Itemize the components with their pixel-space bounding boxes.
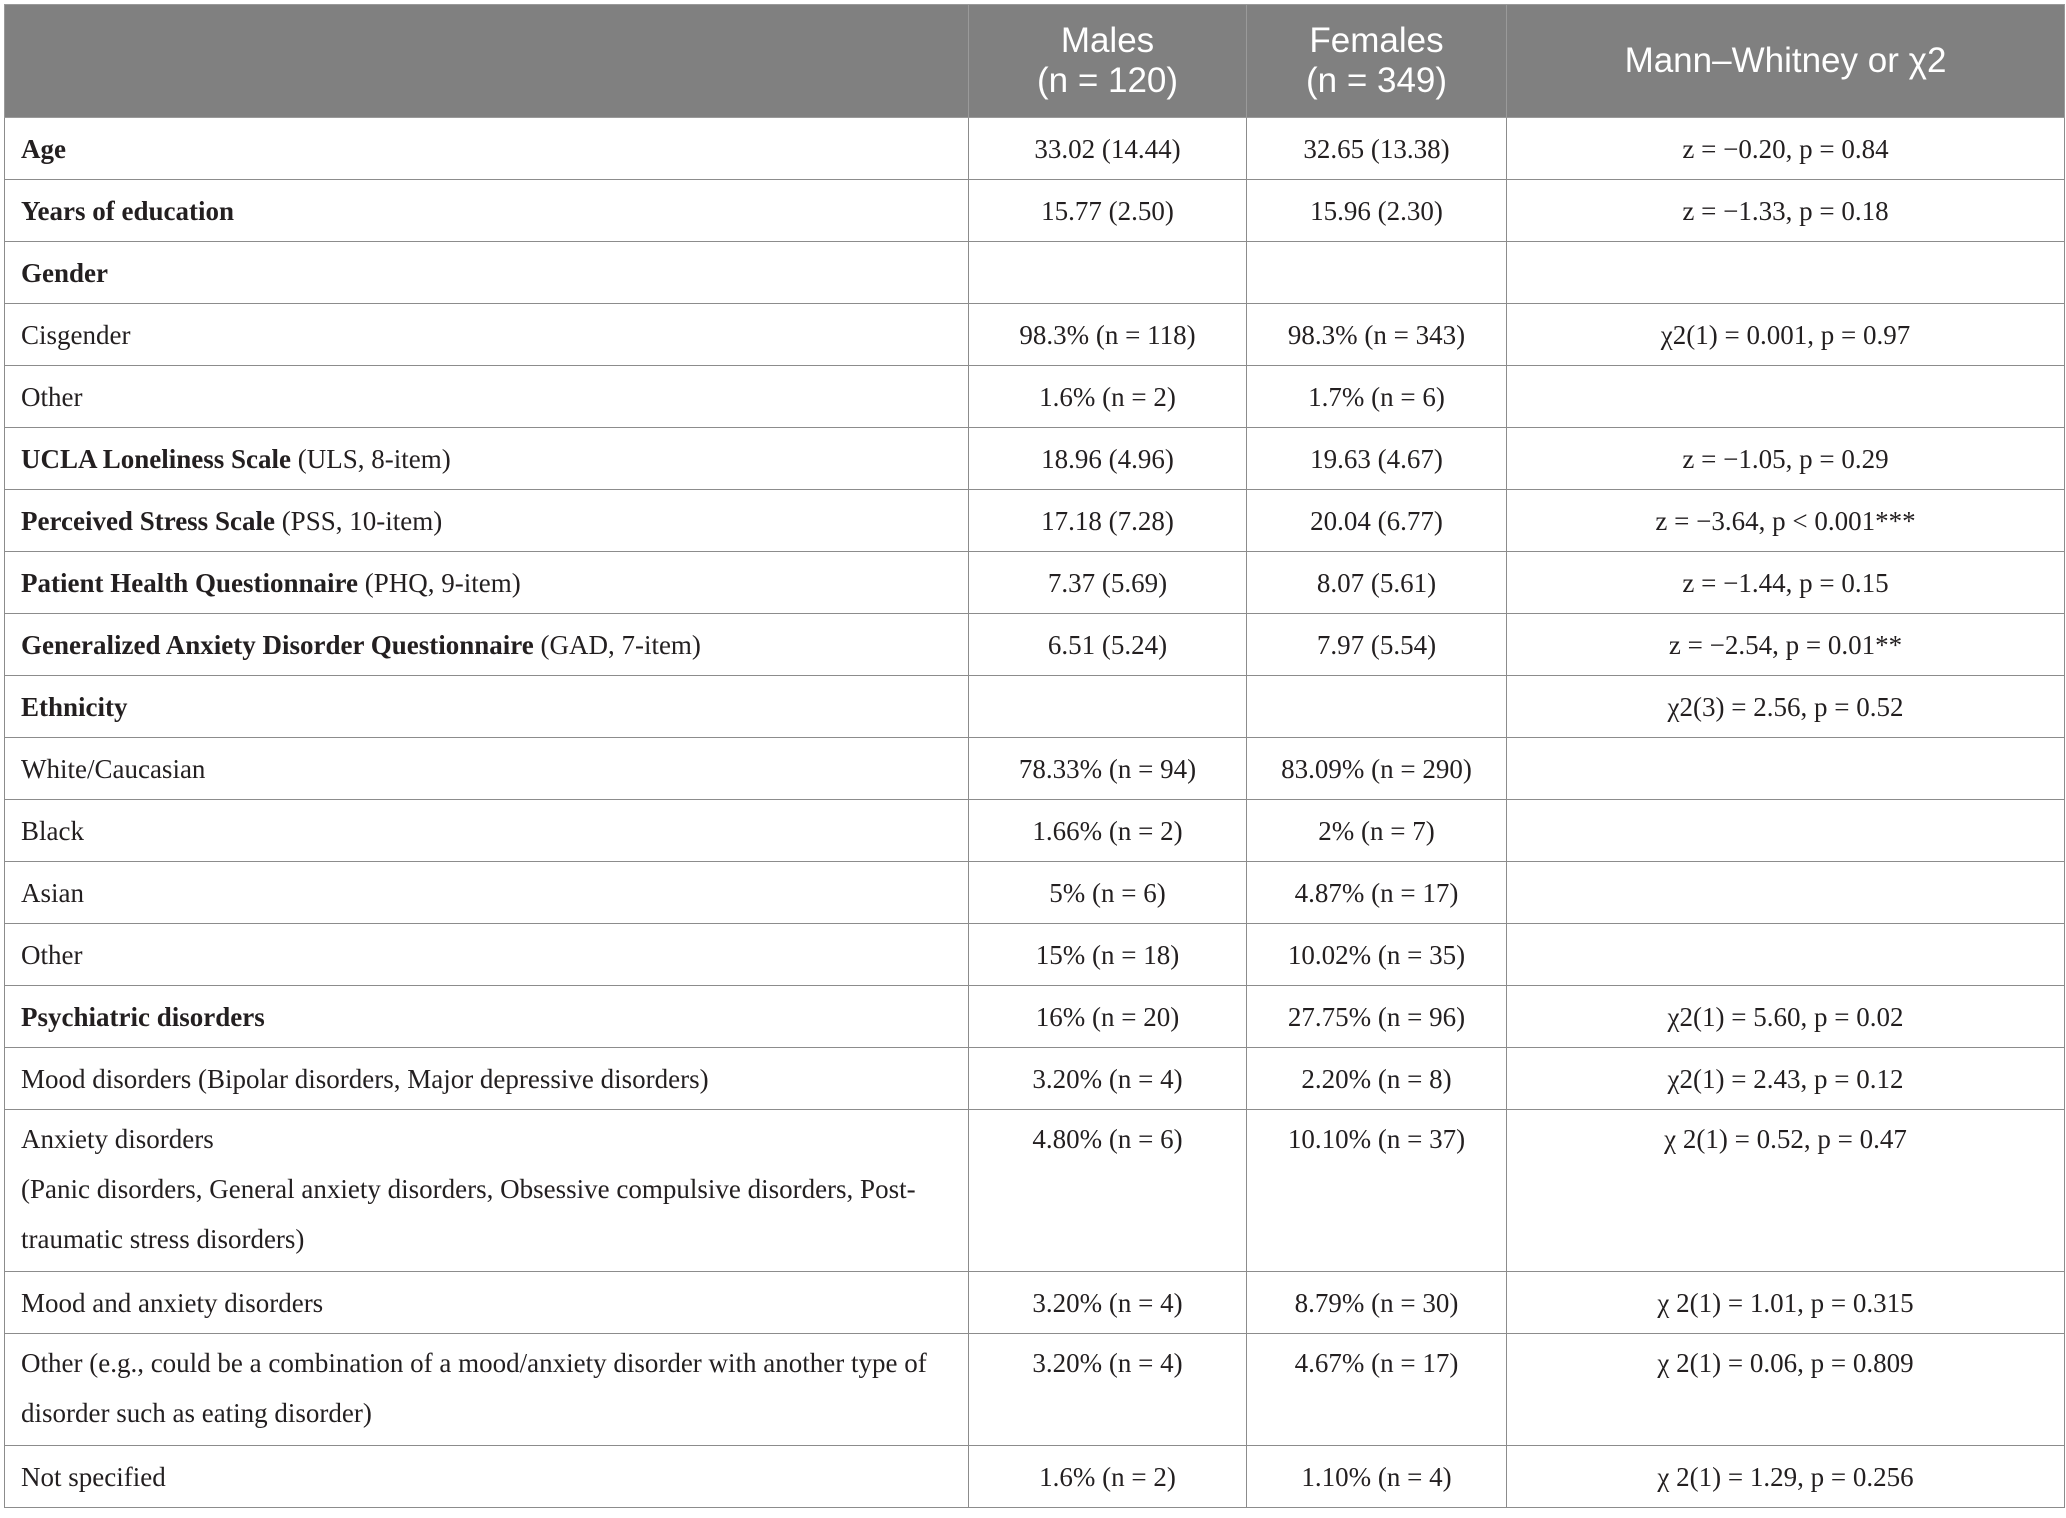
female-value: 4.87% (n = 17) [1247, 862, 1507, 924]
row-label-text: Cisgender [21, 319, 131, 350]
row-label [5, 366, 969, 428]
female-value: 1.7% (n = 6) [1247, 366, 1507, 428]
header-males-label: Males [1060, 21, 1155, 60]
row-label [5, 862, 969, 924]
row-label [5, 490, 969, 552]
row-label-bold: Psychiatric disorders [21, 1001, 265, 1032]
test-value: z = −2.54, p = 0.01** [1507, 614, 2065, 676]
table-row [5, 800, 2065, 862]
male-value: 3.20% (n = 4) [969, 1272, 1247, 1334]
row-label-bold: Age [21, 133, 66, 164]
test-value [1507, 242, 2065, 304]
row-label-bold: Ethnicity [21, 691, 128, 722]
row-label [5, 614, 969, 676]
female-value: 83.09% (n = 290) [1247, 738, 1507, 800]
table-row [5, 242, 2065, 304]
table-row [5, 366, 2065, 428]
table-body [5, 118, 2065, 1508]
row-label: Mood and anxiety disorders [5, 1272, 969, 1334]
table-row [5, 924, 2065, 986]
table-row [5, 1048, 2065, 1110]
female-value: 2.20% (n = 8) [1247, 1048, 1507, 1110]
test-value: z = −1.05, p = 0.29 [1507, 428, 2065, 490]
female-value: 32.65 (13.38) [1247, 118, 1507, 180]
row-label [5, 986, 969, 1048]
row-label [5, 924, 969, 986]
female-value: 4.67% (n = 17) [1247, 1334, 1507, 1446]
male-value: 33.02 (14.44) [969, 118, 1247, 180]
row-label-bold: Perceived Stress Scale [21, 505, 275, 536]
row-label-text: White/Caucasian [21, 753, 206, 784]
female-value: 19.63 (4.67) [1247, 428, 1507, 490]
table-row [5, 986, 2065, 1048]
row-label-bold: UCLA Loneliness Scale [21, 443, 292, 474]
male-value: 6.51 (5.24) [969, 614, 1247, 676]
male-value: 1.66% (n = 2) [969, 800, 1247, 862]
male-value: 15% (n = 18) [969, 924, 1247, 986]
row-label-text: (GAD, 7-item) [533, 629, 701, 660]
female-value: 10.02% (n = 35) [1247, 924, 1507, 986]
test-value: χ2(1) = 0.001, p = 0.97 [1507, 304, 2065, 366]
male-value: 3.20% (n = 4) [969, 1334, 1247, 1446]
table-row [5, 738, 2065, 800]
row-label [5, 242, 969, 304]
header-females-n: (n = 349) [1305, 61, 1448, 100]
header-test [1507, 5, 2065, 118]
male-value: 1.6% (n = 2) [969, 1446, 1247, 1508]
male-value: 5% (n = 6) [969, 862, 1247, 924]
male-value: 18.96 (4.96) [969, 428, 1247, 490]
table-row [5, 118, 2065, 180]
test-value: z = −3.64, p < 0.001*** [1507, 490, 2065, 552]
male-value: 17.18 (7.28) [969, 490, 1247, 552]
row-label-text: Other [21, 381, 83, 412]
test-value: z = −1.44, p = 0.15 [1507, 552, 2065, 614]
test-value [1507, 924, 2065, 986]
row-label-bold: Generalized Anxiety Disorder Questionnaire [21, 629, 534, 660]
row-label [5, 1048, 969, 1110]
row-label [5, 428, 969, 490]
table-row [5, 676, 2065, 738]
table-row [5, 180, 2065, 242]
table-row [5, 1272, 2065, 1334]
test-value: χ2(1) = 2.43, p = 0.12 [1507, 1048, 2065, 1110]
row-label: Other (e.g., could be a combination of a mood/anxiety disorder with another type of disorder such as eating disorder) [5, 1334, 969, 1446]
test-value: χ 2(1) = 1.01, p = 0.315 [1507, 1272, 2065, 1334]
male-value: 98.3% (n = 118) [969, 304, 1247, 366]
anxiety-detail: (Panic disorders, General anxiety disorders, Obsessive compulsive disorders, Post-traumatic stress disorders) [21, 1174, 916, 1254]
row-label-bold: Years of education [21, 195, 234, 226]
female-value: 8.07 (5.61) [1247, 552, 1507, 614]
row-label-text: (PSS, 10-item) [274, 505, 443, 536]
test-value [1507, 800, 2065, 862]
male-value: 16% (n = 20) [969, 986, 1247, 1048]
table-row [5, 304, 2065, 366]
row-label-text: Black [21, 815, 84, 846]
male-value: 3.20% (n = 4) [969, 1048, 1247, 1110]
test-value: χ2(1) = 5.60, p = 0.02 [1507, 986, 2065, 1048]
female-value: 15.96 (2.30) [1247, 180, 1507, 242]
header-females [1247, 5, 1507, 118]
test-value: χ 2(1) = 1.29, p = 0.256 [1507, 1446, 2065, 1508]
male-value: 1.6% (n = 2) [969, 366, 1247, 428]
male-value [969, 242, 1247, 304]
row-label [5, 676, 969, 738]
anxiety-label: Anxiety disorders [21, 1124, 214, 1154]
header-males-n: (n = 120) [1036, 61, 1179, 100]
row-label-bold: Patient Health Questionnaire [21, 567, 358, 598]
male-value: 4.80% (n = 6) [969, 1110, 1247, 1272]
row-label [5, 304, 969, 366]
table-row [5, 490, 2065, 552]
test-value: χ 2(1) = 0.52, p = 0.47 [1507, 1110, 2065, 1272]
female-value [1247, 242, 1507, 304]
header-row [5, 5, 2065, 118]
female-value: 10.10% (n = 37) [1247, 1110, 1507, 1272]
row-label-text: Asian [21, 877, 84, 908]
row-label [5, 180, 969, 242]
male-value: 7.37 (5.69) [969, 552, 1247, 614]
table-row [5, 614, 2065, 676]
table-row [5, 428, 2065, 490]
female-value: 98.3% (n = 343) [1247, 304, 1507, 366]
male-value: 15.77 (2.50) [969, 180, 1247, 242]
test-value: z = −1.33, p = 0.18 [1507, 180, 2065, 242]
male-value [969, 676, 1247, 738]
test-value: χ 2(1) = 0.06, p = 0.809 [1507, 1334, 2065, 1446]
male-value: 78.33% (n = 94) [969, 738, 1247, 800]
test-value [1507, 366, 2065, 428]
row-label-text: (ULS, 8-item) [291, 443, 451, 474]
row-label: Not specified [5, 1446, 969, 1508]
table-row [5, 1446, 2065, 1508]
header-test-label: Mann–Whitney or χ2 [1624, 41, 1947, 80]
table-row [5, 552, 2065, 614]
female-value: 7.97 (5.54) [1247, 614, 1507, 676]
table-row [5, 1110, 2065, 1272]
female-value: 20.04 (6.77) [1247, 490, 1507, 552]
row-label-text: Other [21, 939, 83, 970]
row-label-text: Mood disorders (Bipolar disorders, Major depressive disorders) [21, 1063, 709, 1094]
table-row [5, 862, 2065, 924]
row-label-text: (PHQ, 9-item) [358, 567, 521, 598]
test-value [1507, 862, 2065, 924]
row-label [5, 800, 969, 862]
demographics-table [4, 4, 2065, 1508]
row-label-bold: Gender [21, 257, 108, 288]
female-value: 2% (n = 7) [1247, 800, 1507, 862]
table-row [5, 1334, 2065, 1446]
header-blank [5, 5, 969, 118]
female-value: 27.75% (n = 96) [1247, 986, 1507, 1048]
header-females-label: Females [1309, 21, 1444, 60]
row-label [5, 118, 969, 180]
female-value: 8.79% (n = 30) [1247, 1272, 1507, 1334]
female-value [1247, 676, 1507, 738]
row-label [5, 1110, 969, 1272]
female-value: 1.10% (n = 4) [1247, 1446, 1507, 1508]
test-value: χ2(3) = 2.56, p = 0.52 [1507, 676, 2065, 738]
test-value: z = −0.20, p = 0.84 [1507, 118, 2065, 180]
test-value [1507, 738, 2065, 800]
header-males [969, 5, 1247, 118]
row-label [5, 738, 969, 800]
row-label [5, 552, 969, 614]
